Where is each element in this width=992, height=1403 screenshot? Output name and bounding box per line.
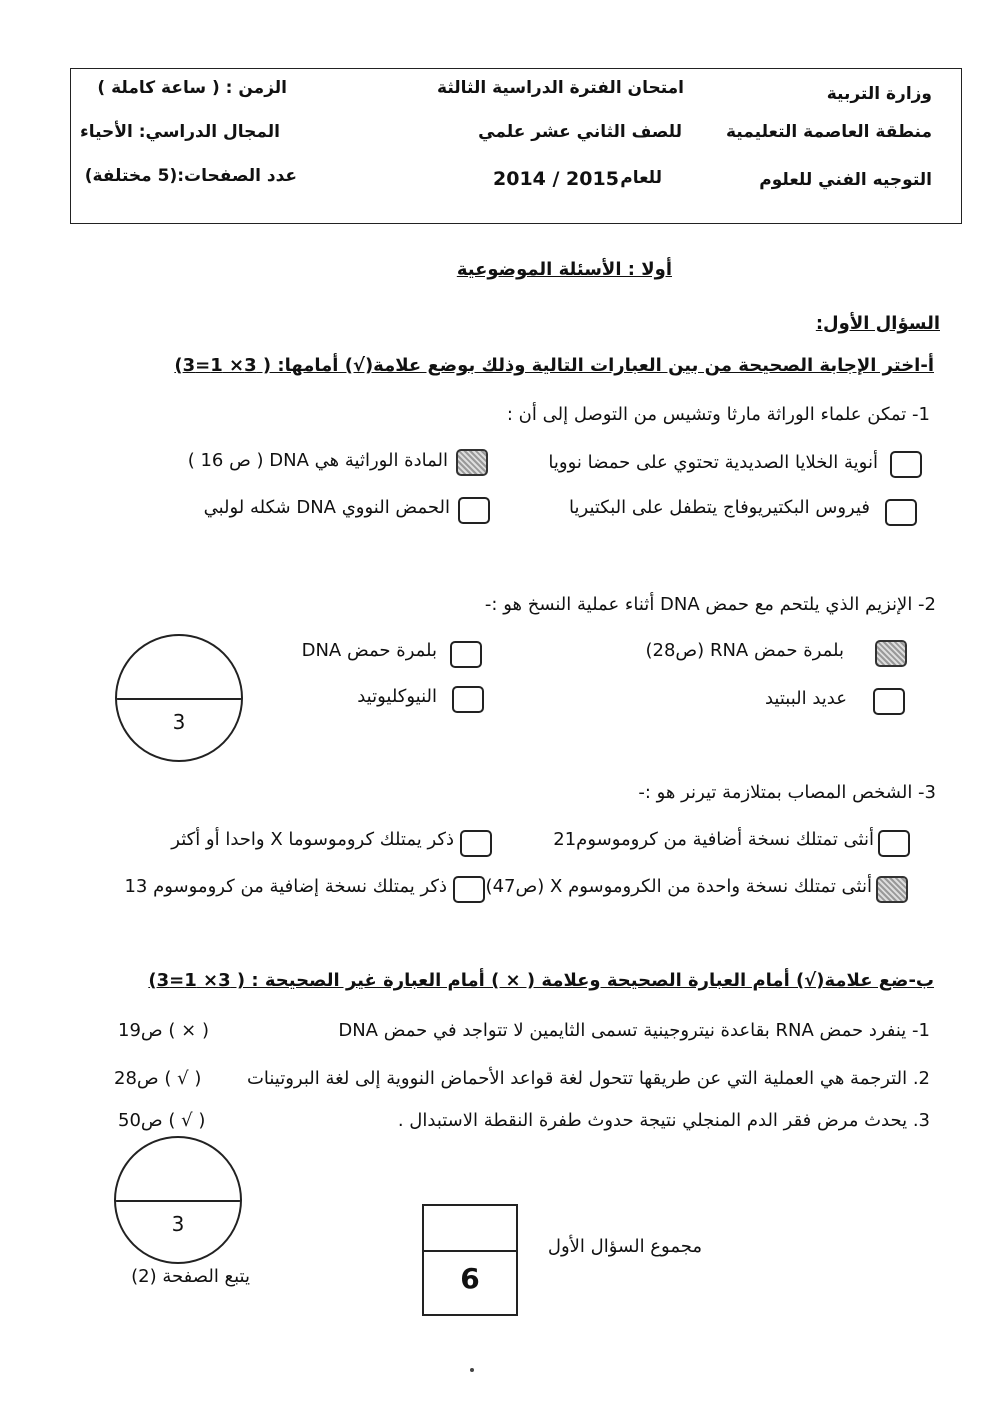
statement-3-answer: ( √ ) ص50	[118, 1110, 206, 1131]
section-title: أولا : الأسئلة الموضوعية	[456, 259, 672, 280]
pages-label: عدد الصفحات:(5 مختلفة)	[84, 166, 297, 186]
total-score-box	[422, 1204, 518, 1316]
option-checkbox[interactable]	[458, 497, 490, 524]
total-label: مجموع السؤال الأول	[547, 1236, 702, 1257]
option-text: ذكر يمتلك كروموسوما X واحدا أو أكثر	[171, 829, 454, 850]
option-checkbox[interactable]	[453, 876, 485, 903]
option-checkbox-checked[interactable]	[876, 876, 908, 903]
option-checkbox[interactable]	[890, 451, 922, 478]
option-checkbox[interactable]	[450, 641, 482, 668]
supervision-label: التوجيه الفني للعلوم	[759, 170, 932, 190]
continue-note: يتبع الصفحة (2)	[131, 1266, 250, 1287]
option-text: ذكر يمتلك نسخة إضافية من كروموسوم 13	[124, 876, 447, 897]
question-title: السؤال الأول:	[815, 313, 940, 334]
region-label: منطقة العاصمة التعليمية	[725, 122, 932, 142]
option-text: الحمض النووي DNA شكله لولبي	[203, 497, 450, 518]
statement-2-answer: ( √ ) ص28	[114, 1068, 202, 1089]
option-checkbox[interactable]	[460, 830, 492, 857]
score-value: 3	[172, 710, 186, 734]
option-text: أنثى تمتلك نسخة واحدة من الكروموسوم X (ص47)	[485, 876, 872, 897]
ministry-label: وزارة التربية	[826, 84, 932, 104]
option-checkbox-checked[interactable]	[875, 640, 907, 667]
statement-1: 1- ينفرد حمض RNA بقاعدة نيتروجينية تسمى الثايمين لا تتواجد في حمض DNA	[338, 1020, 930, 1041]
statement-2: 2. الترجمة هي العملية التي عن طريقها تتحول لغة قواعد الأحماض النووية إلى لغة البروتينات	[246, 1068, 930, 1089]
option-text: أنثى تمتلك نسخة أضافية من كروموسوم21	[553, 829, 874, 850]
question-stem-3: 3- الشخص المصاب بمتلازمة تيرنر هو :-	[638, 782, 936, 803]
score-divider	[116, 1200, 240, 1202]
option-text: عديد الببتيد	[764, 688, 847, 709]
option-checkbox-checked[interactable]	[456, 449, 488, 476]
total-divider	[424, 1250, 516, 1252]
part-b-instruction: ب-ضع علامة(√) أمام العبارة الصحيحة وعلامة ( × ) أمام العبارة غير الصحيحة : ( 3× 1=3)	[148, 970, 934, 991]
question-stem-2: 2- الإنزيم الذي يلتحم مع حمض DNA أثناء عملية النسخ هو :-	[484, 594, 936, 615]
score-value: 3	[171, 1212, 185, 1236]
option-text: النيوكليوتيد	[357, 686, 437, 707]
subject-label: المجال الدراسي: الأحياء	[80, 122, 280, 142]
score-circle-part-b	[114, 1136, 242, 1264]
score-circle-part-a	[115, 634, 243, 762]
grade-label: للصف الثاني عشر علمي	[478, 122, 682, 142]
option-text: بلمرة حمض RNA (ص28)	[645, 640, 844, 661]
question-stem-1: 1- تمكن علماء الوراثة مارثا وتشيس من التوصل إلى أن :	[506, 404, 930, 425]
option-checkbox[interactable]	[873, 688, 905, 715]
total-score: 6	[460, 1262, 480, 1295]
option-text: المادة الوراثية هي DNA ( ص 16 )	[187, 450, 448, 471]
score-divider	[117, 698, 241, 700]
option-checkbox[interactable]	[452, 686, 484, 713]
part-a-instruction: أ-اختر الإجابة الصحيحة من بين العبارات التالية وذلك بوضع علامة(√) أمامها: ( 3× 1=3)	[174, 355, 934, 376]
option-text: بلمرة حمض DNA	[301, 640, 437, 661]
option-checkbox[interactable]	[885, 499, 917, 526]
exam-title: امتحان الفترة الدراسية الثالثة	[437, 78, 684, 98]
year-label: للعام	[620, 168, 662, 188]
statement-3: 3. يحدث مرض فقر الدم المنجلي نتيجة حدوث طفرة النقطة الاستبدال .	[397, 1110, 930, 1131]
option-checkbox[interactable]	[878, 830, 910, 857]
time-label: الزمن : ( ساعة كاملة )	[97, 78, 287, 98]
statement-1-answer: ( × ) ص19	[118, 1020, 209, 1041]
page-mark	[470, 1368, 474, 1372]
exam-year: 2014 / 2015	[493, 168, 619, 190]
option-text: أنوية الخلايا الصديدية تحتوي على حمضا نوويا	[548, 452, 878, 473]
option-text: فيروس البكتيريوفاج يتطفل على البكتيريا	[569, 497, 870, 518]
